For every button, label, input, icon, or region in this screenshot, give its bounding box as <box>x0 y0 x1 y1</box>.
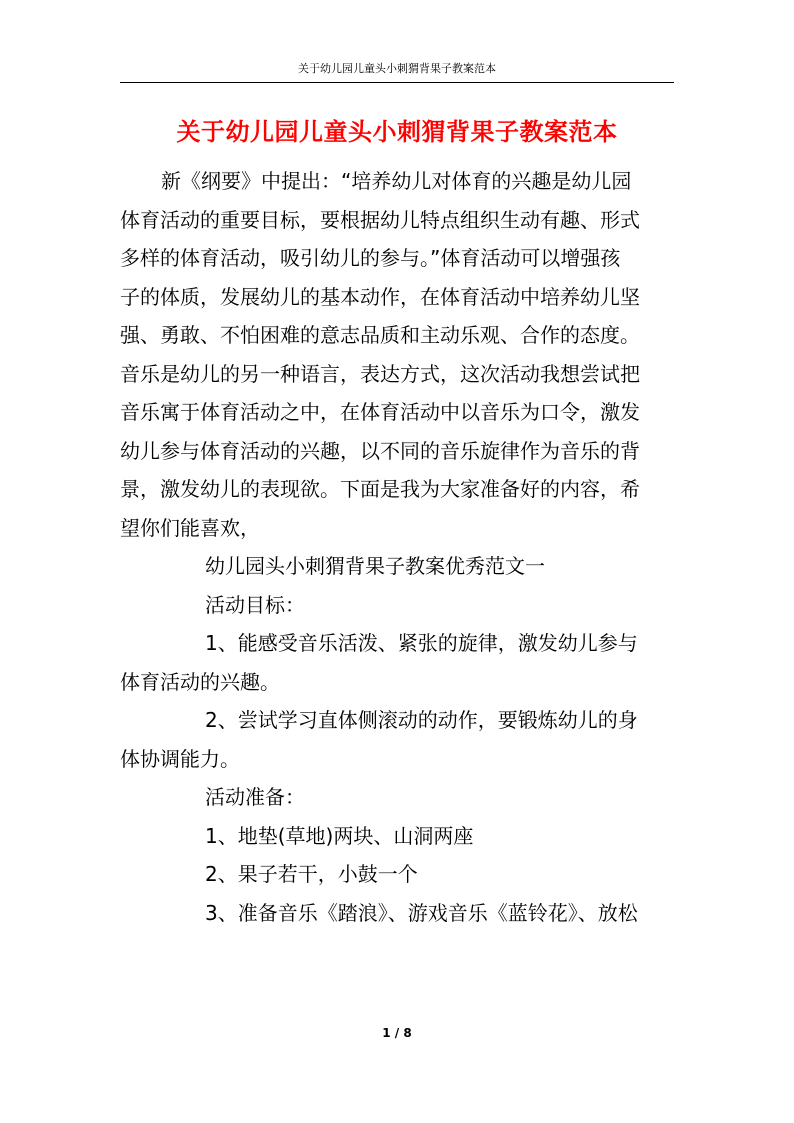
preparation-item: 3、准备音乐《踏浪》、游戏音乐《蓝铃花》、放松 <box>205 900 638 925</box>
paragraph-line: 强、勇敢、不怕困难的意志品质和主动乐观、合作的态度。 <box>120 323 640 347</box>
paragraph-line: 景，激发幼儿的表现欲。下面是我为大家准备好的内容，希 <box>120 477 640 501</box>
page-number: 1 / 8 <box>382 1026 412 1040</box>
goal-item-line: 1、能感受音乐活泼、紧张的旋律，激发幼儿参与 <box>205 631 638 655</box>
document-title: 关于幼儿园儿童头小刺猬背果子教案范本 <box>176 118 618 146</box>
paragraph-line: 子的体质，发展幼儿的基本动作，在体育活动中培养幼儿坚 <box>120 284 640 309</box>
paragraph-line: 体育活动的重要目标，要根据幼儿特点组织生动有趣、形式 <box>120 207 640 232</box>
running-header: 关于幼儿园儿童头小刺猬背果子教案范本 <box>298 62 496 75</box>
intro-paragraph <box>120 162 680 547</box>
preparation-list <box>120 817 680 933</box>
section-heading-text: 幼儿园头小刺猬背果子教案优秀范文一 <box>205 554 545 578</box>
goals-heading <box>120 586 680 625</box>
section-heading <box>120 547 680 586</box>
header-divider <box>120 82 674 83</box>
goal-item-line: 2、尝试学习直体侧滚动的动作，要锻炼幼儿的身 <box>205 708 638 732</box>
paragraph-line: 幼儿参与体育活动的兴趣，以不同的音乐旋律作为音乐的背 <box>120 438 640 463</box>
goal-item-line: 体育活动的兴趣。 <box>120 669 280 694</box>
paragraph-line: 音乐寓于体育活动之中，在体育活动中以音乐为口令，激发 <box>120 400 640 424</box>
document-body <box>120 162 680 932</box>
goal-item-1 <box>120 624 680 701</box>
paragraph-line: 望你们能喜欢， <box>120 515 260 540</box>
goal-item-2 <box>120 701 680 778</box>
goals-heading-text: 活动目标： <box>205 592 305 617</box>
paragraph-line: 音乐是幼儿的另一种语言，表达方式，这次活动我想尝试把 <box>120 361 640 386</box>
preparation-heading <box>120 778 680 817</box>
paragraph-line: 新《纲要》中提出：“培养幼儿对体育的兴趣是幼儿园 <box>161 169 632 193</box>
goal-item-line: 体协调能力。 <box>120 746 240 771</box>
preparation-item: 2、果子若干，小鼓一个 <box>205 862 418 886</box>
preparation-heading-text: 活动准备： <box>205 785 305 809</box>
paragraph-line: 多样的体育活动，吸引幼儿的参与。”体育活动可以增强孩 <box>120 246 621 270</box>
preparation-item: 1、地垫(草地)两块、山洞两座 <box>205 823 474 848</box>
